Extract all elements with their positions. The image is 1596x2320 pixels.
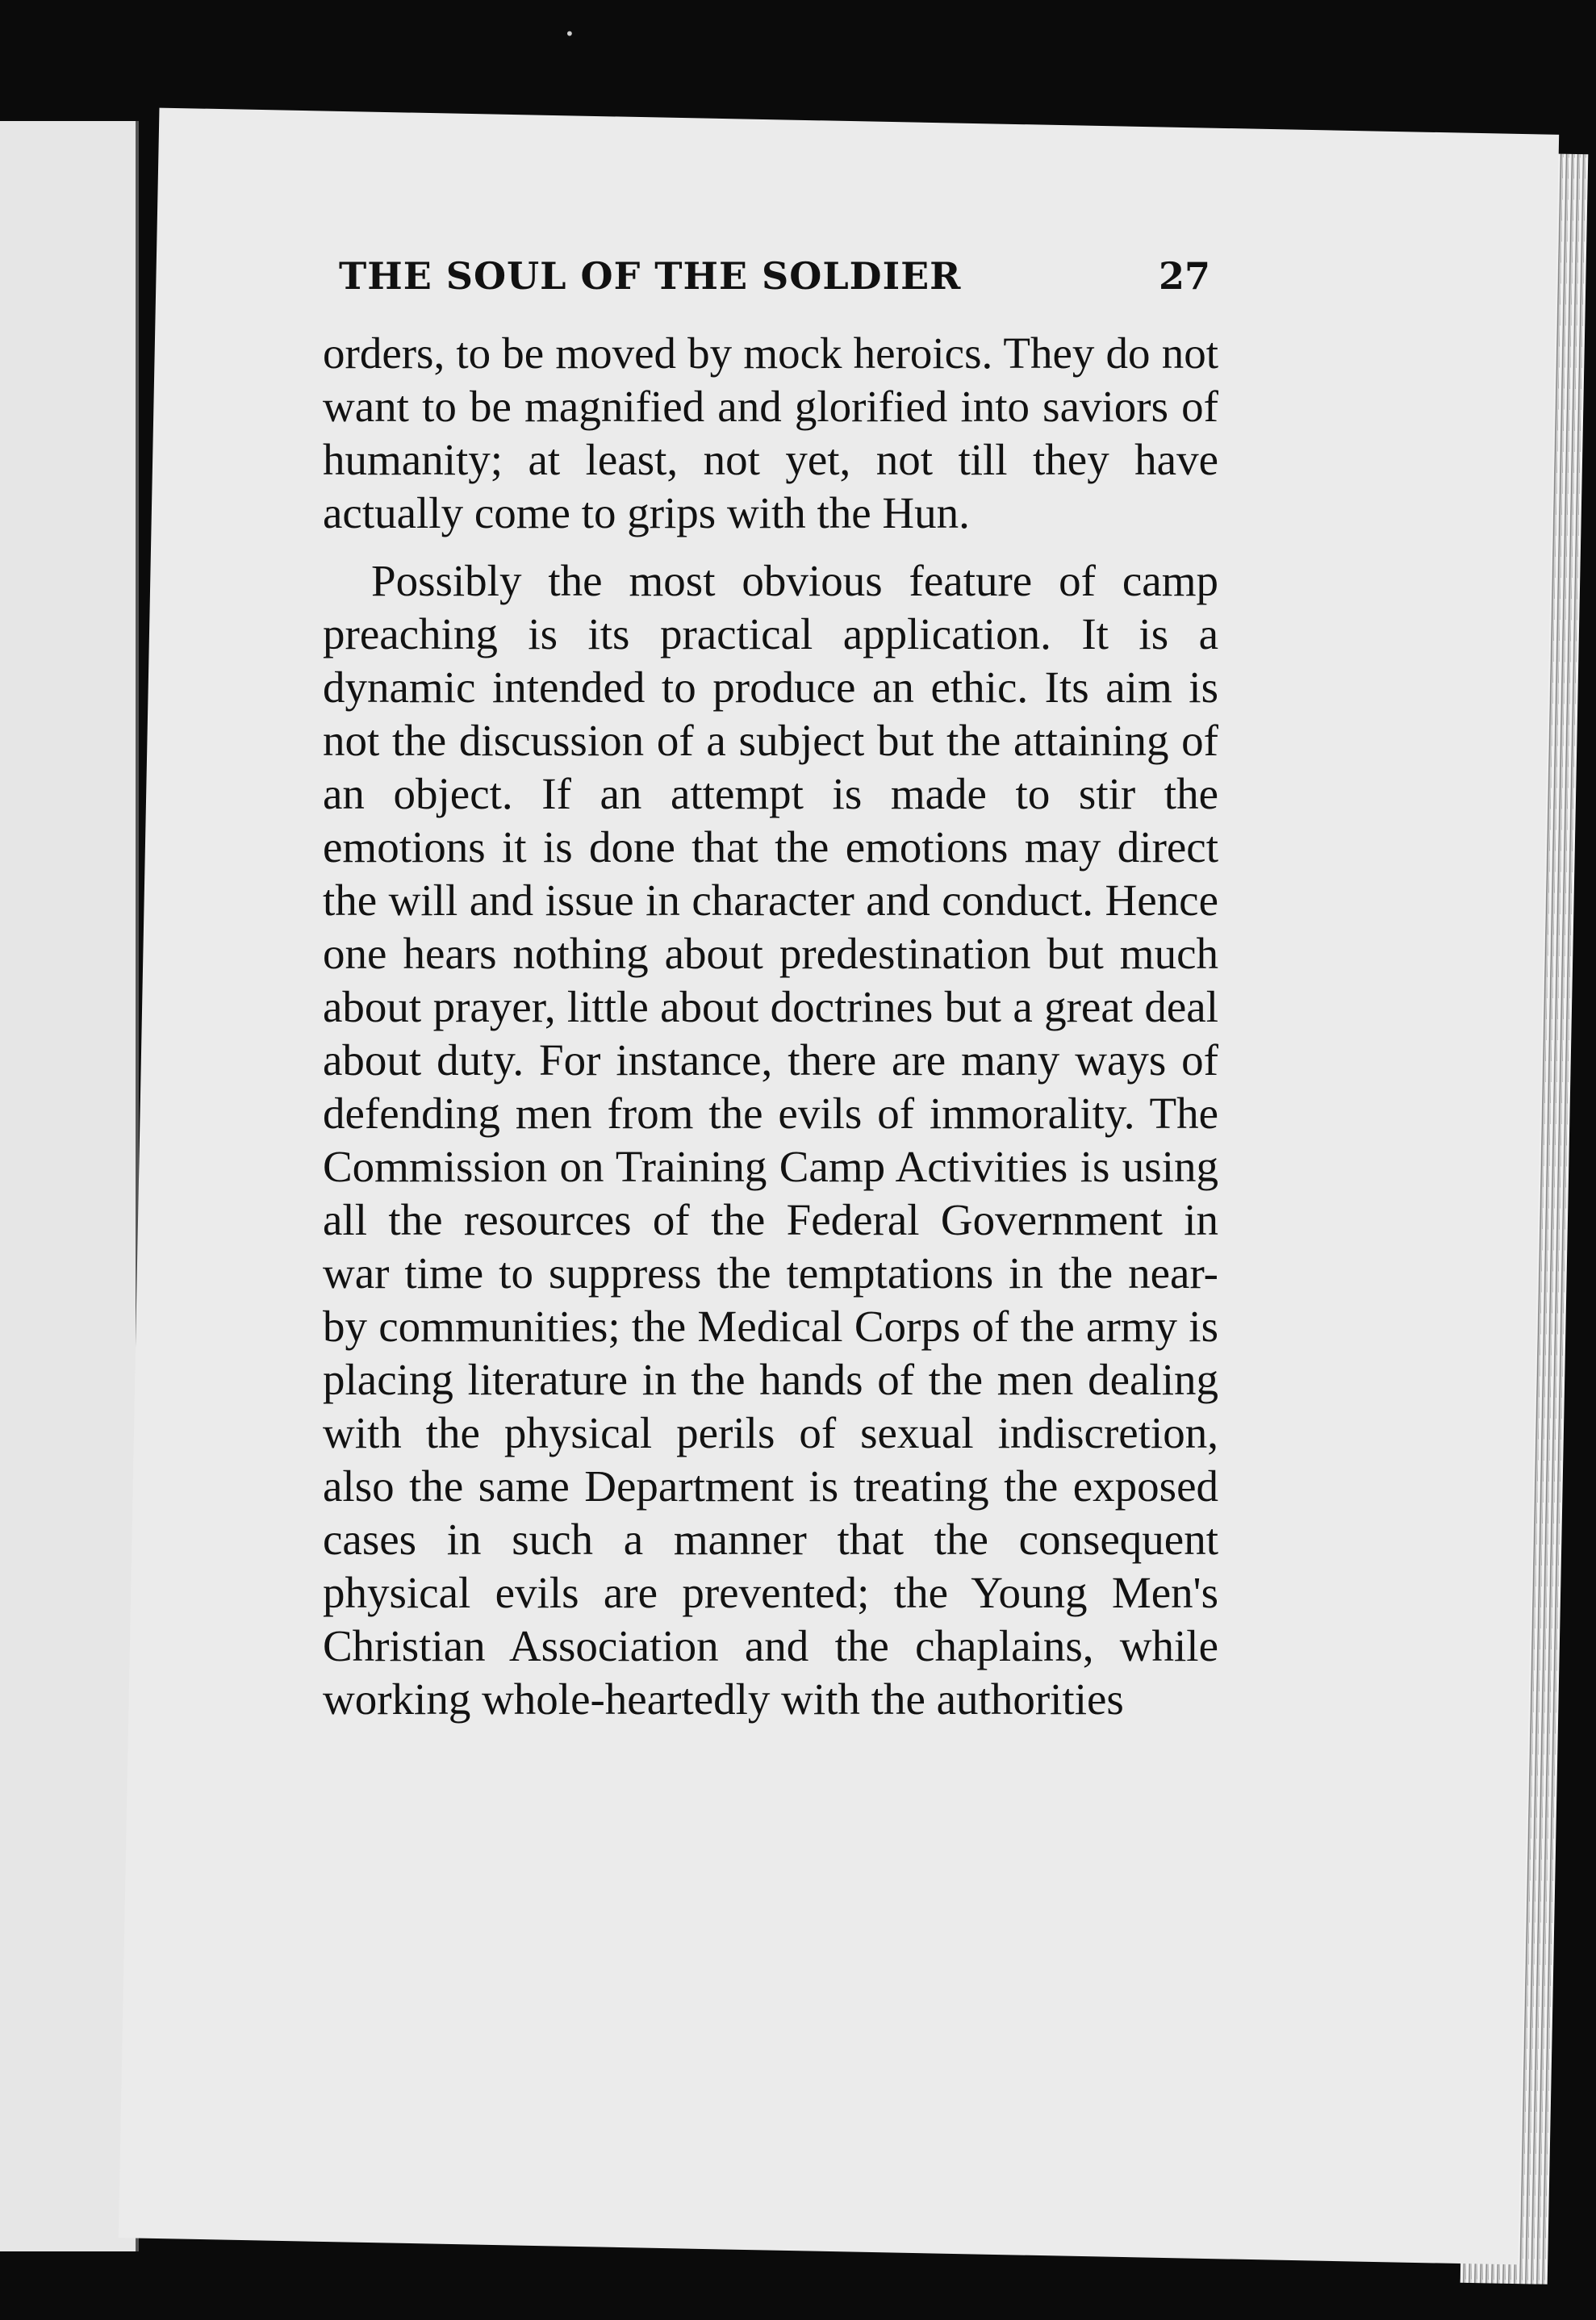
page-header (339, 246, 1210, 311)
paragraph: Possibly the most obvious feature of camp preaching is its practical application. It is a dynamic intended to produce an ethic. Its aim is not the discussion of a subject but the attaining of an object. If an attempt is made to stir the emotions it is done that the emotions may direct the will and issue in character and conduct. Hence one hears nothing about predestination but much about prayer, little about doctrines but a great deal about duty. For instance, there are many ways of defending men from the evils of immorality. The Commission on Training Camp Activities is using all the resources of the Federal Government in war time to suppress the temptations in the near-by communities; the Medical Corps of the army is placing literature in the hands of the men dealing with the physical perils of sexual indiscretion, also the same Department is treating the exposed cases in such a manner that the consequent physical evils are prevented; the Young Men's Christian Association and the chaplains, while working whole-heartedly with the authorities (323, 556, 1218, 1724)
paragraph: orders, to be moved by mock heroics. They do not want to be magnified and glorified into saviors of humanity; at least, not yet, not till they have actually come to grips with the Hun. (323, 328, 1218, 537)
running-title: THE SOUL OF THE SOLDIER (339, 254, 962, 298)
scan-speck: • (565, 24, 574, 44)
page-body (323, 327, 1218, 2046)
facing-page-edge (0, 121, 139, 2251)
page-number: 27 (1158, 254, 1210, 298)
